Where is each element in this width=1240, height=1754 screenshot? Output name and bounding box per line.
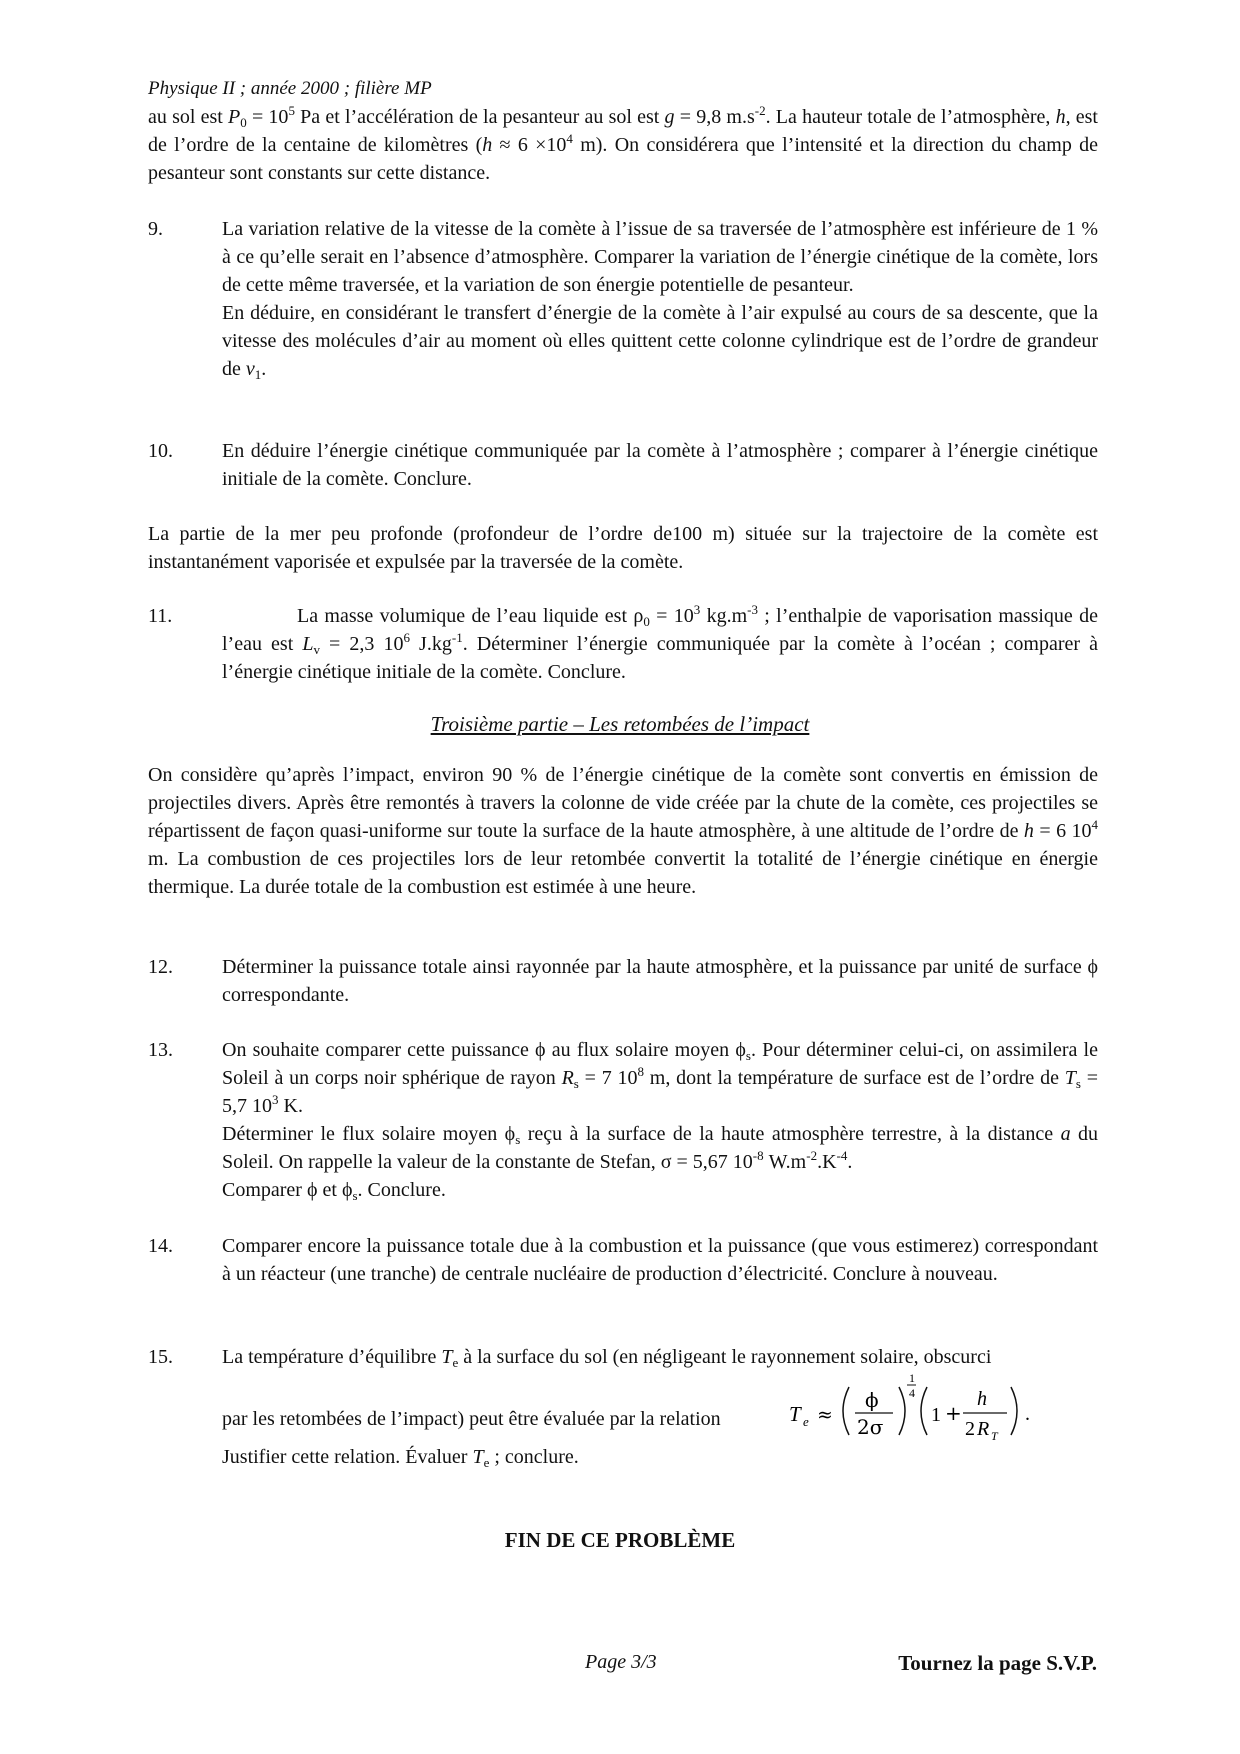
question-text: La température d’équilibre $T_e$ à la surface du sol (en négligeant le rayonnement solaire, obscurci <box>222 1346 992 1370</box>
turn-page-note: Tournez la page S.V.P. <box>898 1651 1097 1675</box>
impact-paragraph: On considère qu’après l’impact, environ 90 % de l’énergie cinétique de la comète sont convertis en émission de projectiles divers. Après être remontés à travers la colonne de vide créée par la chute de la comète, ces projectiles se répartissent de façon quasi-uniforme sur toute la surface de la haute atmosphère, à une altitude de l’ordre de h = 6 $10^4$ m. La combustion de ces projectiles lors de leur retombée convertit la totalité de l’énergie cinétique en énergie thermique. La durée totale de la combustion est estimée à une heure. <box>148 764 1099 898</box>
question-number: 15. <box>148 1346 173 1368</box>
question-number: 10. <box>148 440 173 462</box>
formula-one: 1 <box>931 1404 941 1426</box>
question-text: Comparer encore la puissance totale due à la combustion et la puissance (que vous estimerez) correspondant à un réacteur (une tranche) de centrale nucléaire de production d’électricité. Conclure à nouveau. <box>222 1235 1098 1285</box>
question-text: La masse volumique de l’eau liquide est $\rho_0 = 10^3$ $kg.m^{-3}$ ; l’enthalpie de vaporisation massique de l’eau est $L_v = 2,3$ $10^6$ $J.kg^{-1}$. Déterminer l’énergie communiquée par la comète à l’océan ; comparer à l’énergie cinétique initiale de la comète. Conclure. <box>222 602 1099 683</box>
question-number: 11. <box>148 605 173 627</box>
formula-T: T <box>789 1402 801 1426</box>
section-title: Troisième partie – Les retombées de l’impact <box>430 712 810 736</box>
question-text: Justifier cette relation. Évaluer $T_e$ ; conclure. <box>222 1446 579 1470</box>
left-paren-2 <box>921 1387 927 1435</box>
formula-line: par les retombées de l’impact) peut être évaluée par la relation T e ≈ ϕ 2σ 1 4 1 + h 2 R T . <box>222 1371 1098 1443</box>
formula-2sigma: 2σ <box>857 1415 884 1439</box>
intro-paragraph: au sol est $P_0 = 10^5$ Pa et l’accélération de la pesanteur au sol est g = 9,8 $m.s^{-2}$. La hauteur totale de l’atmosphère, h, est de l’ordre de la centaine de kilomètres ($h \approx 6 \times 10^4$ m). On considérera que l’intensité et la direction du champ de pesanteur sont constants sur cette distance. <box>148 103 1099 184</box>
question-number: 9. <box>148 218 163 240</box>
question-text: On souhaite comparer cette puissance ϕ au flux solaire moyen $\phi_s$. Pour déterminer celui-ci, on assimilera le Soleil à un corps noir sphérique de rayon $R_s = 7$ $10^8$ m, dont la température de surface est de l’ordre de $T_s = 5,7$ $10^3$ K. <box>222 1039 1099 1117</box>
right-paren-2 <box>1011 1387 1017 1435</box>
question-number: 13. <box>148 1039 173 1061</box>
question-number: 14. <box>148 1235 173 1257</box>
question-text: En déduire, en considérant le transfert d’énergie de la comète à l’air expulsé au cours de sa descente, que la vitesse des molécules d’air au moment où elles quittent cette colonne cylindrique est de l’ordre de grandeur de $v_1$. <box>222 302 1098 382</box>
formula-period: . <box>1025 1403 1030 1425</box>
formula-plus: + <box>945 1401 962 1425</box>
formula-h: h <box>977 1388 987 1410</box>
question-number: 12. <box>148 956 173 978</box>
formula-R: R <box>977 1418 990 1440</box>
left-paren-1 <box>843 1387 849 1435</box>
page-header: Physique II ; année 2000 ; filière MP <box>148 78 432 99</box>
end-of-problem: FIN DE CE PROBLÈME <box>504 1528 736 1552</box>
page-number: Page 3/3 <box>585 1651 657 1673</box>
formula-approx: ≈ <box>817 1404 833 1426</box>
exp-denominator: 4 <box>909 1386 915 1400</box>
formula-sub-T: T <box>991 1429 998 1443</box>
exp-numerator: 1 <box>909 1371 915 1385</box>
formula-phi: ϕ <box>865 1388 879 1412</box>
question-text: Déterminer la puissance totale ainsi rayonnée par la haute atmosphère, et la puissance par unité de surface ϕ correspondante. <box>222 956 1098 1006</box>
equilibrium-temperature-formula <box>785 1371 1045 1443</box>
question-text: Déterminer le flux solaire moyen $\phi_s$ reçu à la surface de la haute atmosphère terrestre, à la distance a du Soleil. On rappelle la valeur de la constante de Stefan, σ = 5,67 $10^{-8}$ $W.m^{-2}.K^{-4}$. <box>222 1123 1098 1173</box>
formula-sub-e: e <box>803 1414 809 1429</box>
question-text: En déduire l’énergie cinétique communiquée par la comète à l’atmosphère ; comparer à l’énergie cinétique initiale de la comète. Conclure. <box>222 440 1098 490</box>
question-text: Comparer ϕ et $\phi_s$. Conclure. <box>222 1179 446 1203</box>
question-text: La variation relative de la vitesse de la comète à l’issue de sa traversée de l’atmosphère est inférieure de 1 % à ce qu’elle serait en l’absence d’atmosphère. Comparer la variation de l’énergie cinétique de la comète, lors de cette même traversée, et la variation de son énergie potentielle de pesanteur. <box>222 218 1098 296</box>
right-paren-1 <box>899 1387 905 1435</box>
sea-paragraph: La partie de la mer peu profonde (profondeur de l’ordre de100 m) située sur la trajectoire de la comète est instantanément vaporisée et expulsée par la traversée de la comète. <box>148 523 1098 573</box>
formula-2: 2 <box>965 1418 975 1440</box>
